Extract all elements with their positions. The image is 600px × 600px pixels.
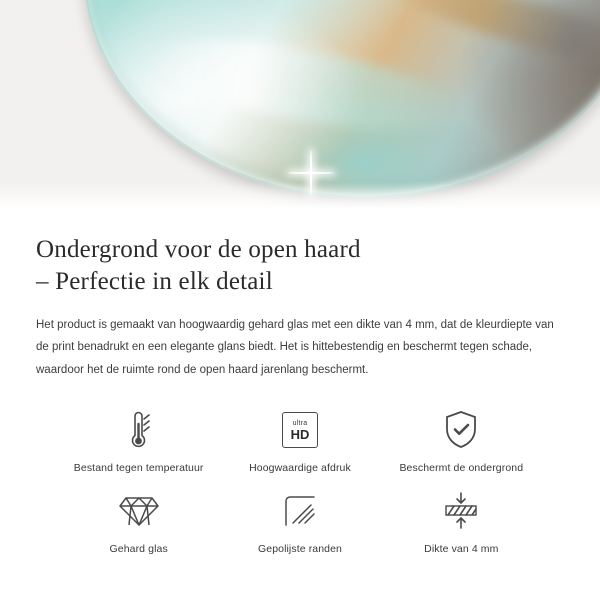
feature-label: Gehard glas xyxy=(109,543,168,556)
feature-label: Dikte van 4 mm xyxy=(424,543,499,556)
thermometer-icon xyxy=(122,407,156,453)
ultra-hd-icon xyxy=(282,407,318,453)
ultra-hd-badge-top: ultra xyxy=(292,419,308,427)
feature-item xyxy=(381,488,542,555)
thickness-arrows-icon xyxy=(440,488,482,534)
hero-image xyxy=(0,0,600,212)
feature-label: Beschermt de ondergrond xyxy=(399,462,524,475)
shield-check-icon xyxy=(442,407,480,453)
polished-edges-icon xyxy=(280,488,320,534)
feature-grid xyxy=(36,407,564,555)
description-paragraph: Het product is gemaakt van hoogwaardig gehard glas met een dikte van 4 mm, dat de kleurdiepte van de print benadrukt en een elegante glans biedt. Het is hittebestendig en beschermt tegen schade, waardoor het de ruimte rond de open haard jarenlang beschermt. xyxy=(36,319,554,376)
page-title xyxy=(36,234,564,298)
feature-item xyxy=(219,488,380,555)
ultra-hd-badge-bottom: HD xyxy=(290,426,310,442)
feature-label: Gepolijste randen xyxy=(257,543,342,556)
page-title-line-1: Ondergrond voor de open haard xyxy=(36,236,361,263)
feature-item xyxy=(219,407,380,474)
diamond-icon xyxy=(118,488,160,534)
feature-label: Hoogwaardige afdruk xyxy=(249,462,351,475)
page-title-line-2: – Perfectie in elk detail xyxy=(36,268,273,295)
feature-item xyxy=(381,407,542,474)
feature-label: Bestand tegen temperatuur xyxy=(73,462,204,475)
hero-fade-overlay xyxy=(0,182,600,212)
feature-item xyxy=(58,407,219,474)
content-block xyxy=(0,212,600,555)
feature-item xyxy=(58,488,219,555)
